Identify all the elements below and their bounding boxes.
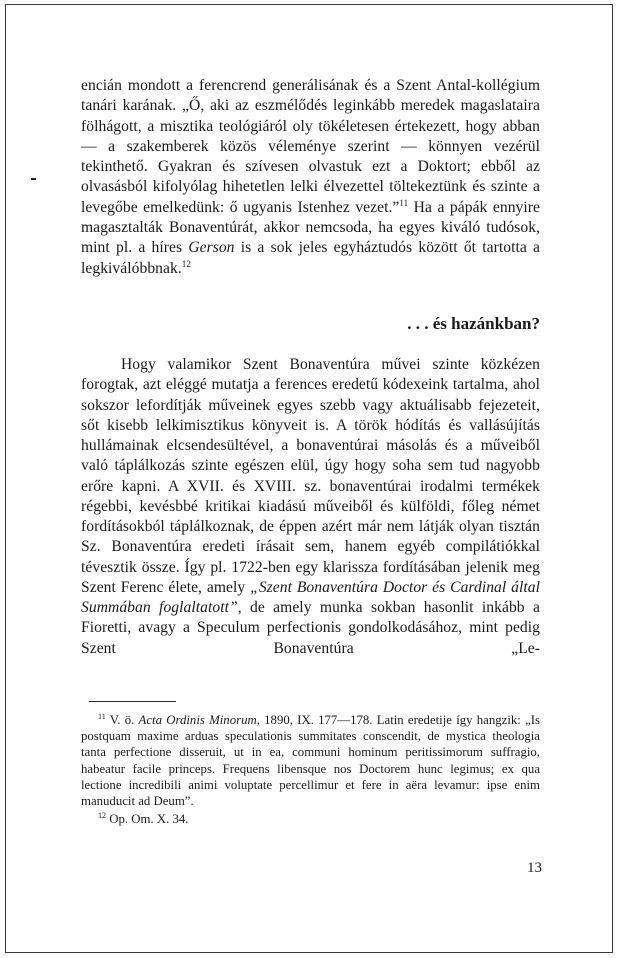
paragraph-main-text-1: Hogy valamikor Szent Bonaventúra művei szinte közkézen forogtak, azt eléggé mutatja a ferences eredetű kódexeink tartalma, ahol sokszor lefordítják műveinek egyes szebb vagy aktuálisabb fejezeteit, sőt kisebb lelkimisztikus könyveit is. A török hódítás és vallásújítás hullámainak elcsendesültével, a bonaventúrai másolás és a műveiből való táplálkozás szinte egészen elül, úgy hogy soha sem tud nagyobb erőre kapni. A XVII. és XVIII. sz. bonaventúrai irodalmi termékek régebbi, kevésbbé kritikai kiadású műveiből és külföldi, főleg német fordításokból táplálkoznak, de éppen azért már nem látják olyan tisztán Sz. Bonaventúra eredeti írásait sem, hanem egyéb compilátiókkal tévesztik össze. Így pl. 1722-ben egy klarissza fordításában jelenik meg Szent Ferenc élete, amely — [81, 356, 540, 596]
paragraph-main-italic-title: „Szent Bonaventúra Doctor és Cardinal által Summában foglaltatott” — [81, 578, 540, 616]
footnote-marker: 12 — [98, 811, 106, 821]
section-heading: . . . és hazánkban? — [407, 314, 540, 333]
paragraph-top-italic-gerson: Gerson — [188, 239, 235, 257]
margin-mark — [31, 178, 36, 180]
footnote-italic-source: Acta Ordinis Minorum, — [138, 713, 260, 727]
paragraph-top — [81, 76, 540, 279]
footnote-text: Op. Om. X. 34. — [106, 812, 189, 827]
footnote-11 — [81, 712, 540, 809]
footnote-ref-11[interactable]: 11 — [399, 197, 409, 208]
footnote-text: V. ö. — [105, 713, 139, 727]
footnote-marker: 11 — [98, 712, 106, 721]
paragraph-top-text-1: encián mondott a ferencrend generálisának és a Szent Antal-kollégium tanári karának. „Ő, aki az eszmélődés leginkább meredek magaslataira fölhágott, a misztika teológiáról oly tökéletesen értekezett, hogy abban — a szakemberek közös véleménye szerint — könnyen vezérül tekinthető. Gyakran és szívesen olvastuk ezt a Doktort; ebből az olvasásból kifolyólag hihetetlen lelki élvezettel töltekeztünk és szinte a levegőbe emelkedünk: ő ugyanis Istenhez vezet.” — [81, 77, 540, 216]
paragraph-main-text-2: , de amely munka sokban hasonlit inkább a Fioretti, avagy a Speculum perfectionis gondolkodásához, mint pedig Szent Bonaventúra „Le- — [81, 599, 540, 657]
paragraph-main — [81, 355, 540, 659]
footnote-text: 1890, IX. 177—178. Latin eredetije így hangzik: „Is postquam maxime arduas speculationis summitates conscendit, de mystica theologia tanta perfectione disseruit, ut in ea, communi hominum peritissimorum suffragio, habeatur facile princeps. Frequens libensque nos Doctorem hunc legimus; ex qua lectione incredibili animi voluptate percellimur et fere in aëra levamur: ipse enim manuducit ad Deum”. — [81, 713, 540, 809]
footnote-separator — [89, 701, 176, 702]
footnote-ref-12[interactable]: 12 — [181, 258, 191, 269]
footnote-12 — [81, 811, 540, 827]
paragraph-top-text-2: Ha a pápák ennyire magasztalták Bonaventúrát, akkor nemcsoda, ha egyes kiváló tudósok, mint pl. a híres — [81, 198, 541, 257]
paragraph-top-text-3: is a sok jeles egyháztudós között őt tartotta a legkiválóbbnak. — [81, 239, 540, 277]
footnotes — [81, 712, 540, 827]
page-number: 13 — [527, 860, 542, 876]
